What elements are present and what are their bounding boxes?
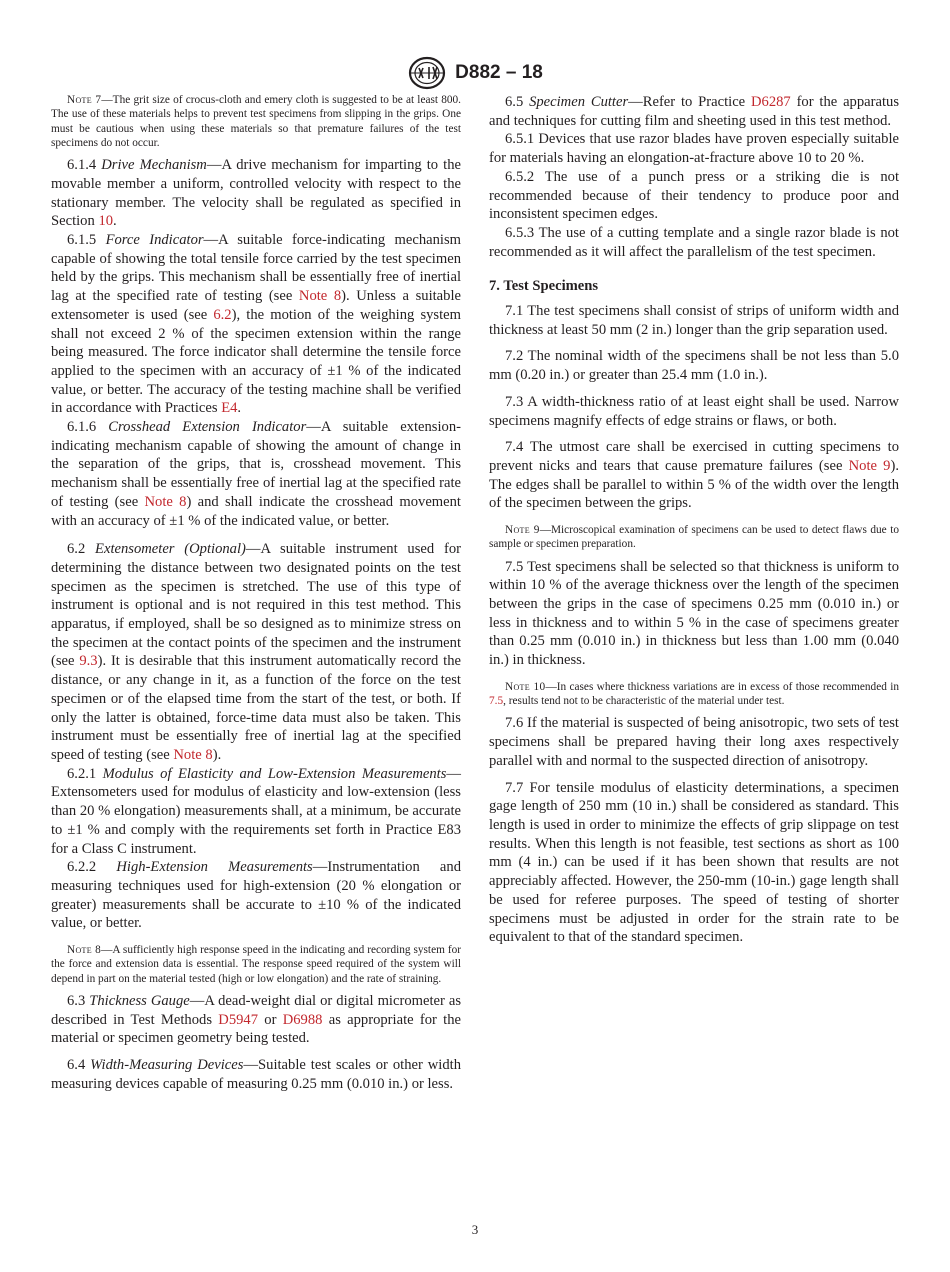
section-title: Thickness Gauge <box>89 992 190 1009</box>
paragraph-text: 7.4 The utmost care shall be exercised in cutting specimens to prevent nicks and tears that cause premature failures (see <box>489 439 899 474</box>
section-title: Drive Mechanism <box>101 157 207 174</box>
section-title: Crosshead Extension Indicator <box>108 419 307 436</box>
page-header <box>0 56 950 90</box>
standard-reference-link[interactable]: D5947 <box>218 1011 259 1028</box>
paragraph-text: ). <box>212 746 222 763</box>
section-number: 6.3 <box>67 992 90 1009</box>
paragraph-7-1: 7.1 The test specimens shall consist of strips of uniform width and thickness at least 50 mm (2 in.) longer than the grip separation used. <box>489 303 899 338</box>
paragraph-text: —A suitable force-indicating mechanism capable of showing the total tensile force carried by the test specimen held by the grips. This mechanism shall be essentially free of inertial lag at the specified rate of testing (see <box>51 232 462 305</box>
paragraph-7-7: 7.7 For tensile modulus of elasticity determinations, a specimen gage length of 250 mm (10 in.) shall be considered as standard. This length is used in order to minimize the effects of grip slippage on test results. When this length is not feasible, test sections as short as 100 mm (4 in.) can be used if it has been shown that results are not appreciably affected. However, the 250-mm (10-in.) gage length shall be used for referee purposes. The speed of testing of shorter specimens must be adjusted in order for the strain rate to be equivalent to that of the standard specimen. <box>489 779 899 946</box>
section-number: 6.1.6 <box>67 419 109 436</box>
designation: D882 – 18 <box>455 62 543 83</box>
astm-logo-icon <box>407 56 447 90</box>
section-title: Extensometer (Optional) <box>95 541 246 558</box>
paragraph-text: or <box>258 1011 283 1028</box>
paragraph-text: . <box>237 400 242 417</box>
paragraph-text: —Extensometers used for modulus of elasticity and low-extension (less than 20 % elongation) measurements shall, at a minimum, be accurate to ±1 % and comply with the requirements set forth in Practice E83 for a Class C instrument. <box>51 765 461 857</box>
paragraph-text: . <box>113 213 117 230</box>
section-number: 6.1.5 <box>67 232 106 248</box>
paragraph-text: —Refer to Practice <box>628 94 751 110</box>
paragraph-7-2: 7.2 The nominal width of the specimens shall be not less than 5.0 mm (0.20 in.) or greater than 25.4 mm (1.0 in.). <box>489 348 899 384</box>
note-7 <box>51 93 461 150</box>
note-8 <box>51 943 461 986</box>
paragraph-text: ). The edges shall be parallel to within 5 % of the width over the length of the specimen between the grips. <box>489 457 899 512</box>
note-text: , results tend not to be characteristic of the material under test. <box>503 695 785 708</box>
paragraph-6-5-2: 6.5.2 The use of a punch press or a striking die is not recommended because of their tendency to produce poor and inconsistent specimen edges. <box>489 168 899 223</box>
note-label: Note 10 <box>505 680 546 693</box>
paragraph-6-5-1: 6.5.1 Devices that use razor blades have proven especially suitable for materials having an elongation-at-fracture above 10 to 20 %. <box>489 131 899 167</box>
note-label: Note 7 <box>67 94 102 106</box>
standard-reference-link[interactable]: E4 <box>221 400 238 417</box>
standard-reference-link[interactable]: D6287 <box>751 94 791 110</box>
paragraph-6-1-5 <box>51 231 461 418</box>
section-heading: 7. Test Specimens <box>489 278 599 295</box>
right-column <box>489 93 899 947</box>
section-number: 6.2.2 <box>67 859 117 876</box>
section-title: Specimen Cutter <box>529 94 629 110</box>
paragraph-text: —A suitable extension-indicating mechanism capable of showing the amount of change in the separation of the grips, that is, crosshead movement. This mechanism shall be essentially free of inertial lag at the specified rate of testing (see <box>51 419 461 510</box>
paragraph-text: ) and shall indicate the crosshead movement with an accuracy of ±1 % of the indicated value, or better. <box>51 493 461 529</box>
section-title: Force Indicator <box>105 232 204 248</box>
paragraph-text: —A suitable instrument used for determining the distance between two designated points on the test specimen as the specimen is stretched. The use of this type of instrument is optional and is not required in this test method. This apparatus, if employed, shall be so designed as to minimize stress on the specimen at the contact points of the specimen and the instrument (see <box>51 541 461 670</box>
note-label: Note 8 <box>67 944 102 957</box>
paragraph-6-5-3: 6.5.3 The use of a cutting template and a single razor blade is not recommended as it will affect the parallelism of the test specimen. <box>489 224 899 260</box>
paragraph-text: —A drive mechanism for imparting to the movable member a uniform, controlled velocity with respect to the stationary member. The velocity shall be regulated as specified in Section <box>51 157 461 230</box>
paragraph-7-3: 7.3 A width-thickness ratio of at least eight shall be used. Narrow specimens magnify effects of edge strains or flaws, or both. <box>489 393 899 429</box>
section-number: 6.1.4 <box>67 157 102 174</box>
standard-reference-link[interactable]: D6988 <box>282 1011 323 1028</box>
section-title: Modulus of Elasticity and Low-Extension Measurements <box>102 765 447 782</box>
paragraph-7-5: 7.5 Test specimens shall be selected so that thickness is uniform to within 10 % of the average thickness over the length of the specimen between the grips in the case of specimens 0.25 mm (0.010 in.) or less in thickness and to within 5 % in the case of specimens greater than 0.25 mm (0.010 in.) in thickness but less than 1.00 mm (0.040 in.) in thickness. <box>489 558 899 669</box>
paragraph-text: —Instrumentation and measuring techniques used for high-extension (20 % elongation or greater) measurements shall be accurate to ±10 % of the indicated value, or better. <box>51 859 461 932</box>
note-10 <box>489 680 899 709</box>
paragraph-text: ), the motion of the weighing system shall not exceed 2 % of the specimen extension within the range being measured. The force indicator shall determine the tensile force applied to the specimen with an accuracy of ±1 % of the indicated value, or better. The accuracy of the testing machine shall be verified in accordance with Practices <box>51 306 461 417</box>
note-reference-link[interactable]: Note 8 <box>144 493 187 510</box>
note-reference-link[interactable]: Note 8 <box>173 746 213 763</box>
note-text: —In cases where thickness variations are in excess of those recommended in <box>545 680 899 693</box>
paragraph-text: for the apparatus and techniques for cutting film and sheeting used in this test method. <box>489 94 899 129</box>
paragraph-text: ). It is desirable that this instrument automatically record the distance, or any change in it, as a function of the force on the test specimen or of the elapsed time from the start of the test, or both. If only the latter is obtained, force-time data must also be taken. This instrument must be essentially free of inertial lag at the specified speed of testing (see <box>51 653 461 763</box>
paragraph-6-5 <box>489 93 899 130</box>
paragraph-6-1-4 <box>51 156 461 231</box>
section-title: High-Extension Measurements <box>116 859 313 876</box>
note-reference-link[interactable]: Note 9 <box>848 457 891 474</box>
note-9 <box>489 523 899 552</box>
paragraph-text: —A dead-weight dial or digital micrometer as described in Test Methods <box>51 992 462 1028</box>
note-text: —A sufficiently high response speed in the indicating and recording system for the force and extension data is essential. The response speed required of the system will depend in part on the material tested (high or low elongation) and the rate of straining. <box>51 944 462 985</box>
section-reference-link[interactable]: 6.2 <box>213 306 232 323</box>
paragraph-6-3 <box>51 992 461 1048</box>
section-number: 6.5 <box>505 94 530 110</box>
page-number: 3 <box>471 1222 479 1237</box>
paragraph-6-2-1 <box>51 765 461 859</box>
section-number: 6.4 <box>67 1057 91 1074</box>
section-reference-link[interactable]: 10 <box>98 213 114 230</box>
paragraph-6-1-6 <box>51 418 461 530</box>
paragraph-text: —Suitable test scales or other width measuring devices capable of measuring 0.25 mm (0.010 in.) or less. <box>51 1057 461 1092</box>
paragraph-6-2-2 <box>51 858 461 933</box>
section-number: 6.2 <box>67 541 96 558</box>
paragraph-7-6: 7.6 If the material is suspected of being anisotropic, two sets of test specimens shall be prepared having their long axes respectively parallel with and normal to the suspected direction of anisotropy. <box>489 715 899 769</box>
left-column <box>51 93 461 1093</box>
section-number: 6.2.1 <box>67 765 103 782</box>
note-label: Note 9 <box>505 524 540 537</box>
section-reference-link[interactable]: 9.3 <box>79 653 98 670</box>
note-text: —Microscopical examination of specimens can be used to detect flaws due to sample or specimen preparation. <box>489 524 899 551</box>
note-reference-link[interactable]: Note 8 <box>298 288 342 305</box>
paragraph-6-2 <box>51 540 461 764</box>
note-text: —The grit size of crocus-cloth and emery cloth is suggested to be at least 800. The use of these materials helps to prevent test specimens from slipping in the grips. One must be cautious when using these materials so that premature failures of the test specimens do not occur. <box>51 94 461 149</box>
paragraph-6-4 <box>51 1056 461 1093</box>
paragraph-text: as appropriate for the material or specimen geometry being tested. <box>51 1011 461 1047</box>
section-title: Width-Measuring Devices <box>90 1057 244 1074</box>
paragraph-7-4 <box>489 438 899 513</box>
paragraph-text: ). Unless a suitable extensometer is used (see <box>51 288 461 323</box>
section-reference-link[interactable]: 7.5 <box>489 695 504 708</box>
